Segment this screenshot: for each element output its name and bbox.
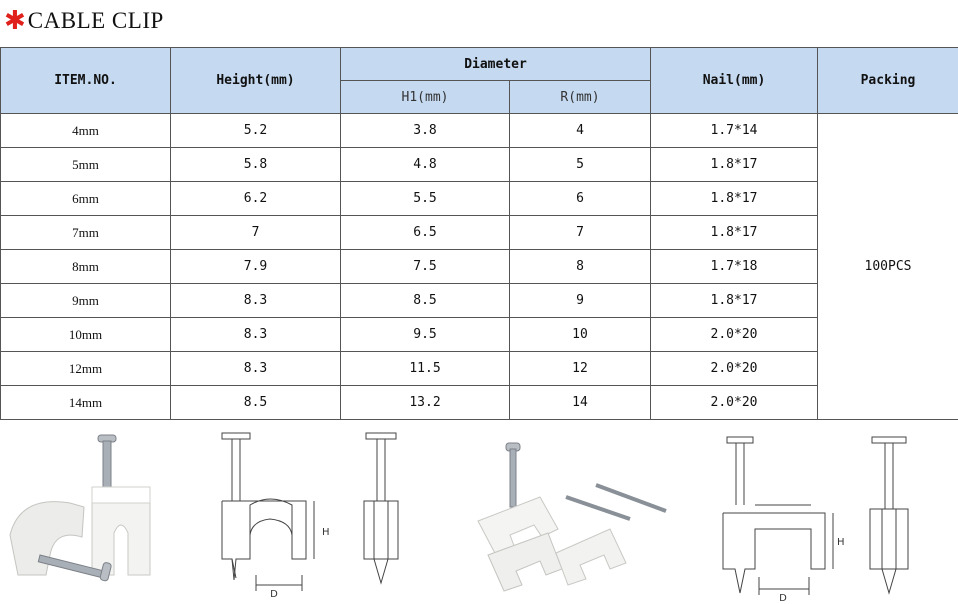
table-row — [1, 216, 958, 250]
table-row — [1, 352, 958, 386]
h1-cell: 11.5 — [341, 352, 510, 386]
r-cell: 4 — [510, 114, 651, 148]
h1-cell: 8.5 — [341, 284, 510, 318]
height-cell: 7 — [171, 216, 341, 250]
round-front-d-label: D — [270, 589, 278, 600]
height-cell: 8.3 — [171, 318, 341, 352]
h1-cell: 4.8 — [341, 148, 510, 182]
table-row — [1, 148, 958, 182]
header-diameter: Diameter — [341, 48, 651, 81]
item-cell: 12mm — [1, 352, 171, 386]
page-title — [4, 4, 164, 38]
table-body — [1, 114, 958, 420]
nail-cell: 2.0*20 — [651, 386, 818, 420]
header-r: R(mm) — [510, 81, 651, 114]
h1-cell: 6.5 — [341, 216, 510, 250]
height-cell: 5.2 — [171, 114, 341, 148]
item-cell: 8mm — [1, 250, 171, 284]
packing-cell: 100PCS — [818, 114, 958, 420]
flat-front-d-label: D — [779, 593, 787, 604]
spec-table — [0, 47, 958, 420]
item-cell: 9mm — [1, 284, 171, 318]
nail-cell: 1.7*14 — [651, 114, 818, 148]
height-cell: 7.9 — [171, 250, 341, 284]
r-cell: 9 — [510, 284, 651, 318]
asterisk-icon: ✱ — [4, 6, 26, 36]
item-cell: 10mm — [1, 318, 171, 352]
r-cell: 7 — [510, 216, 651, 250]
table-row — [1, 284, 958, 318]
nail-cell: 1.8*17 — [651, 284, 818, 318]
h1-cell: 13.2 — [341, 386, 510, 420]
nail-cell: 1.8*17 — [651, 182, 818, 216]
height-cell: 5.8 — [171, 148, 341, 182]
header-item: ITEM.NO. — [1, 48, 171, 114]
height-cell: 8.3 — [171, 284, 341, 318]
h1-cell: 7.5 — [341, 250, 510, 284]
item-cell: 4mm — [1, 114, 171, 148]
h1-cell: 3.8 — [341, 114, 510, 148]
item-cell: 6mm — [1, 182, 171, 216]
item-cell: 5mm — [1, 148, 171, 182]
r-cell: 6 — [510, 182, 651, 216]
table-row — [1, 250, 958, 284]
header-h1: H1(mm) — [341, 81, 510, 114]
item-cell: 7mm — [1, 216, 171, 250]
header-nail: Nail(mm) — [651, 48, 818, 114]
nail-cell: 1.8*17 — [651, 148, 818, 182]
r-cell: 12 — [510, 352, 651, 386]
nail-cell: 1.8*17 — [651, 216, 818, 250]
flat-clip-photo — [470, 425, 670, 604]
r-cell: 8 — [510, 250, 651, 284]
header-packing: Packing — [818, 48, 958, 114]
height-cell: 6.2 — [171, 182, 341, 216]
table-row — [1, 114, 958, 148]
r-cell: 10 — [510, 318, 651, 352]
round-front-h-label: H — [322, 527, 330, 538]
height-cell: 8.5 — [171, 386, 341, 420]
header-height: Height(mm) — [171, 48, 341, 114]
flat-clip-front-diagram — [715, 425, 855, 604]
round-clip-front-diagram — [210, 425, 350, 604]
nail-cell: 2.0*20 — [651, 352, 818, 386]
item-cell: 14mm — [1, 386, 171, 420]
table-row — [1, 386, 958, 420]
round-clip-side-diagram — [350, 425, 410, 604]
height-cell: 8.3 — [171, 352, 341, 386]
nail-cell: 1.7*18 — [651, 250, 818, 284]
table-row — [1, 318, 958, 352]
r-cell: 5 — [510, 148, 651, 182]
round-clip-photo — [0, 425, 200, 604]
title-text: CABLE CLIP — [27, 8, 164, 33]
table-row — [1, 182, 958, 216]
h1-cell: 9.5 — [341, 318, 510, 352]
flat-clip-side-diagram — [860, 425, 920, 604]
nail-cell: 2.0*20 — [651, 318, 818, 352]
h1-cell: 5.5 — [341, 182, 510, 216]
r-cell: 14 — [510, 386, 651, 420]
flat-front-h-label: H — [837, 537, 845, 548]
